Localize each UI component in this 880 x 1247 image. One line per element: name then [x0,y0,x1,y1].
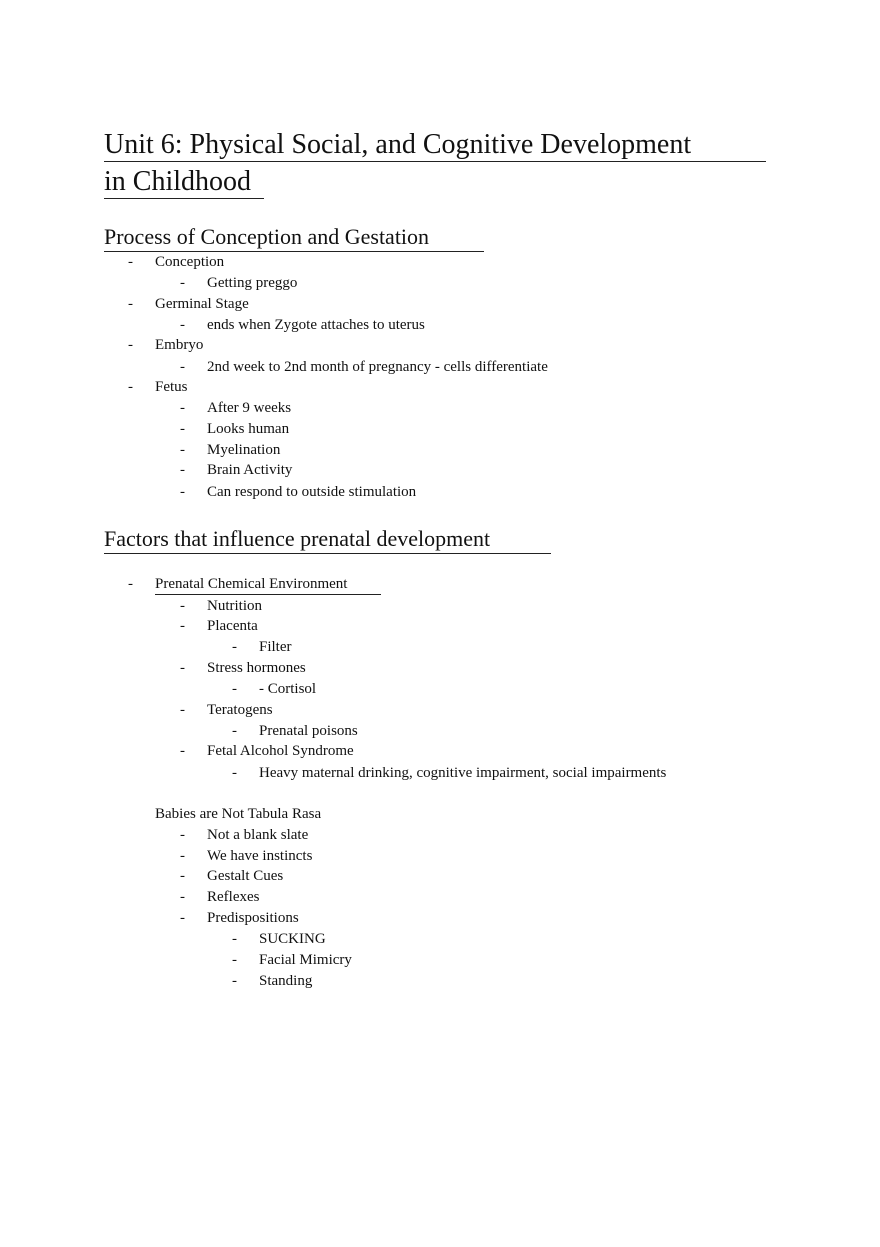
title-line-2: in Childhood [104,165,264,199]
document-page: Unit 6: Physical Social, and Cognitive Development in Childhood Process of Conception and Gestation - Conception - Getting preggo - Germinal Stage - ends when Zygote attaches to uterus - Embryo - 2nd week to 2nd month of pregnancy - cells differentiate - Fetus - After 9 weeks - Looks human - Myelination - Brain Activity - Can respond to outside stimulation Factors that influence prenatal development - Prenatal Chemical Environment - Nutrition - Placenta - Filter - Stress hormones - - Cortisol - Teratogens - Prenatal poisons - Fetal Alcohol Syndrome - Heavy maternal drinking, cognitive impairment, social impairments Babies are Not Tabula Rasa - Not a blank slate - We have instincts - Gestalt Cues - Reflexes - Predispositions - SUCKING - Facial Mimicry - Standing [0,0,880,1247]
title-line-1: Unit 6: Physical Social, and Cognitive Development [104,128,766,162]
section-heading-conception: Process of Conception and Gestation [104,223,484,252]
subheading-tabula-rasa: Babies are Not Tabula Rasa [155,806,322,822]
page-title [104,126,784,200]
section-heading-prenatal-factors: Factors that influence prenatal development [104,525,551,554]
